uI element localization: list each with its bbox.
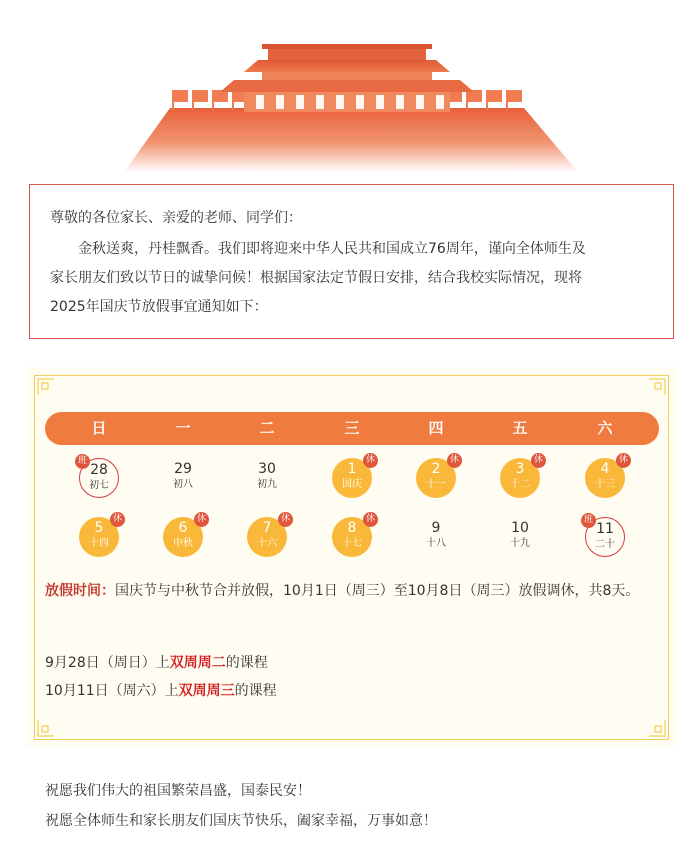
rest-badge: 休 (616, 453, 631, 468)
letter-line-3: 2025年国庆节放假事宜通知如下： (50, 299, 268, 315)
holiday-calendar (26, 367, 677, 748)
lunar-date: 十二 (510, 479, 530, 490)
calendar-day (416, 455, 459, 498)
lunar-date: 十七 (342, 538, 362, 549)
lunar-date: 十九 (510, 538, 530, 549)
day-number: 3 (515, 461, 525, 477)
corner-ornament-icon (34, 718, 56, 740)
day-number: 28 (90, 462, 108, 478)
day-number: 6 (178, 520, 188, 536)
notice-text: 国庆节与中秋节合并放假，10月1日（周三）至10月8日（周三）放假调休，共8天。 (115, 583, 640, 599)
rest-badge: 休 (531, 453, 546, 468)
weekday-wed: 三 (344, 419, 360, 437)
makeup-2-highlight: 双周周三 (178, 683, 235, 699)
day-number: 10 (511, 520, 529, 536)
calendar-day (79, 458, 119, 498)
letter-greeting: 尊敬的各位家长、亲爱的老师、同学们： (50, 210, 302, 226)
day-number: 5 (94, 520, 104, 536)
calendar-day (247, 514, 290, 557)
weekday-sat: 六 (597, 419, 613, 437)
calendar-day (416, 517, 456, 557)
wish-line-1: 祝愿我们伟大的祖国繁荣昌盛，国泰民安！ (45, 783, 311, 799)
day-number: 1 (347, 461, 357, 477)
notice-label: 放假时间： (45, 583, 115, 599)
calendar-day (332, 514, 375, 557)
calendar-day (163, 458, 203, 498)
letter-body (50, 235, 650, 322)
calendar-day (247, 458, 287, 498)
makeup-1-suffix: 的课程 (225, 655, 268, 671)
lunar-date: 国庆 (342, 479, 362, 490)
day-number: 9 (431, 520, 441, 536)
calendar-day (79, 514, 122, 557)
corner-ornament-icon (34, 375, 56, 397)
lunar-date: 二十 (595, 539, 615, 550)
letter-line-2: 家长朋友们致以节日的诚挚问候！根据国家法定节假日安排，结合我校实际情况，现将 (50, 270, 582, 286)
makeup-line-2 (45, 680, 277, 700)
day-number: 30 (258, 461, 276, 477)
rest-badge: 休 (278, 512, 293, 527)
makeup-line-1 (45, 652, 268, 672)
lunar-date: 十四 (89, 538, 109, 549)
holiday-notice (45, 577, 655, 605)
calendar-day (500, 517, 540, 557)
rest-badge: 休 (363, 512, 378, 527)
weekday-tue: 二 (259, 419, 275, 437)
calendar-day (585, 517, 625, 557)
lunar-date: 中秋 (173, 538, 193, 549)
lunar-date: 十六 (257, 538, 277, 549)
weekday-fri: 五 (512, 419, 528, 437)
calendar-day (585, 455, 628, 498)
lunar-date: 十八 (426, 538, 446, 549)
tiananmen-gate-icon (0, 0, 694, 180)
lunar-date: 十三 (595, 479, 615, 490)
makeup-1-prefix: 9月28日（周日）上 (45, 655, 170, 671)
work-badge: 班 (581, 513, 596, 528)
calendar-day (332, 455, 375, 498)
wish-line-2: 祝愿全体师生和家长朋友们国庆节快乐，阖家幸福，万事如意！ (45, 813, 437, 829)
letter-line-1: 金秋送爽，丹桂飘香。我们即将迎来中华人民共和国成立76周年，谨向全体师生及 (78, 241, 586, 257)
rest-badge: 休 (110, 512, 125, 527)
calendar-day (163, 514, 206, 557)
corner-ornament-icon (647, 718, 669, 740)
makeup-2-prefix: 10月11日（周六）上 (45, 683, 179, 699)
lunar-date: 初八 (173, 479, 193, 490)
day-number: 7 (262, 520, 272, 536)
day-number: 8 (347, 520, 357, 536)
corner-ornament-icon (647, 375, 669, 397)
lunar-date: 十一 (426, 479, 446, 490)
weekday-mon: 一 (175, 419, 191, 437)
lunar-date: 初九 (257, 479, 277, 490)
makeup-1-highlight: 双周周二 (169, 655, 226, 671)
weekday-thu: 四 (428, 419, 444, 437)
weekday-sun: 日 (91, 419, 107, 437)
lunar-date: 初七 (89, 480, 109, 491)
greeting-letter (29, 184, 674, 339)
makeup-2-suffix: 的课程 (234, 683, 277, 699)
day-number: 11 (596, 521, 614, 537)
rest-badge: 休 (447, 453, 462, 468)
calendar-day (500, 455, 543, 498)
work-badge: 班 (75, 454, 90, 469)
day-number: 4 (600, 461, 610, 477)
day-number: 2 (431, 461, 441, 477)
day-number: 29 (174, 461, 192, 477)
rest-badge: 休 (363, 453, 378, 468)
rest-badge: 休 (194, 512, 209, 527)
weekday-header (45, 412, 659, 445)
